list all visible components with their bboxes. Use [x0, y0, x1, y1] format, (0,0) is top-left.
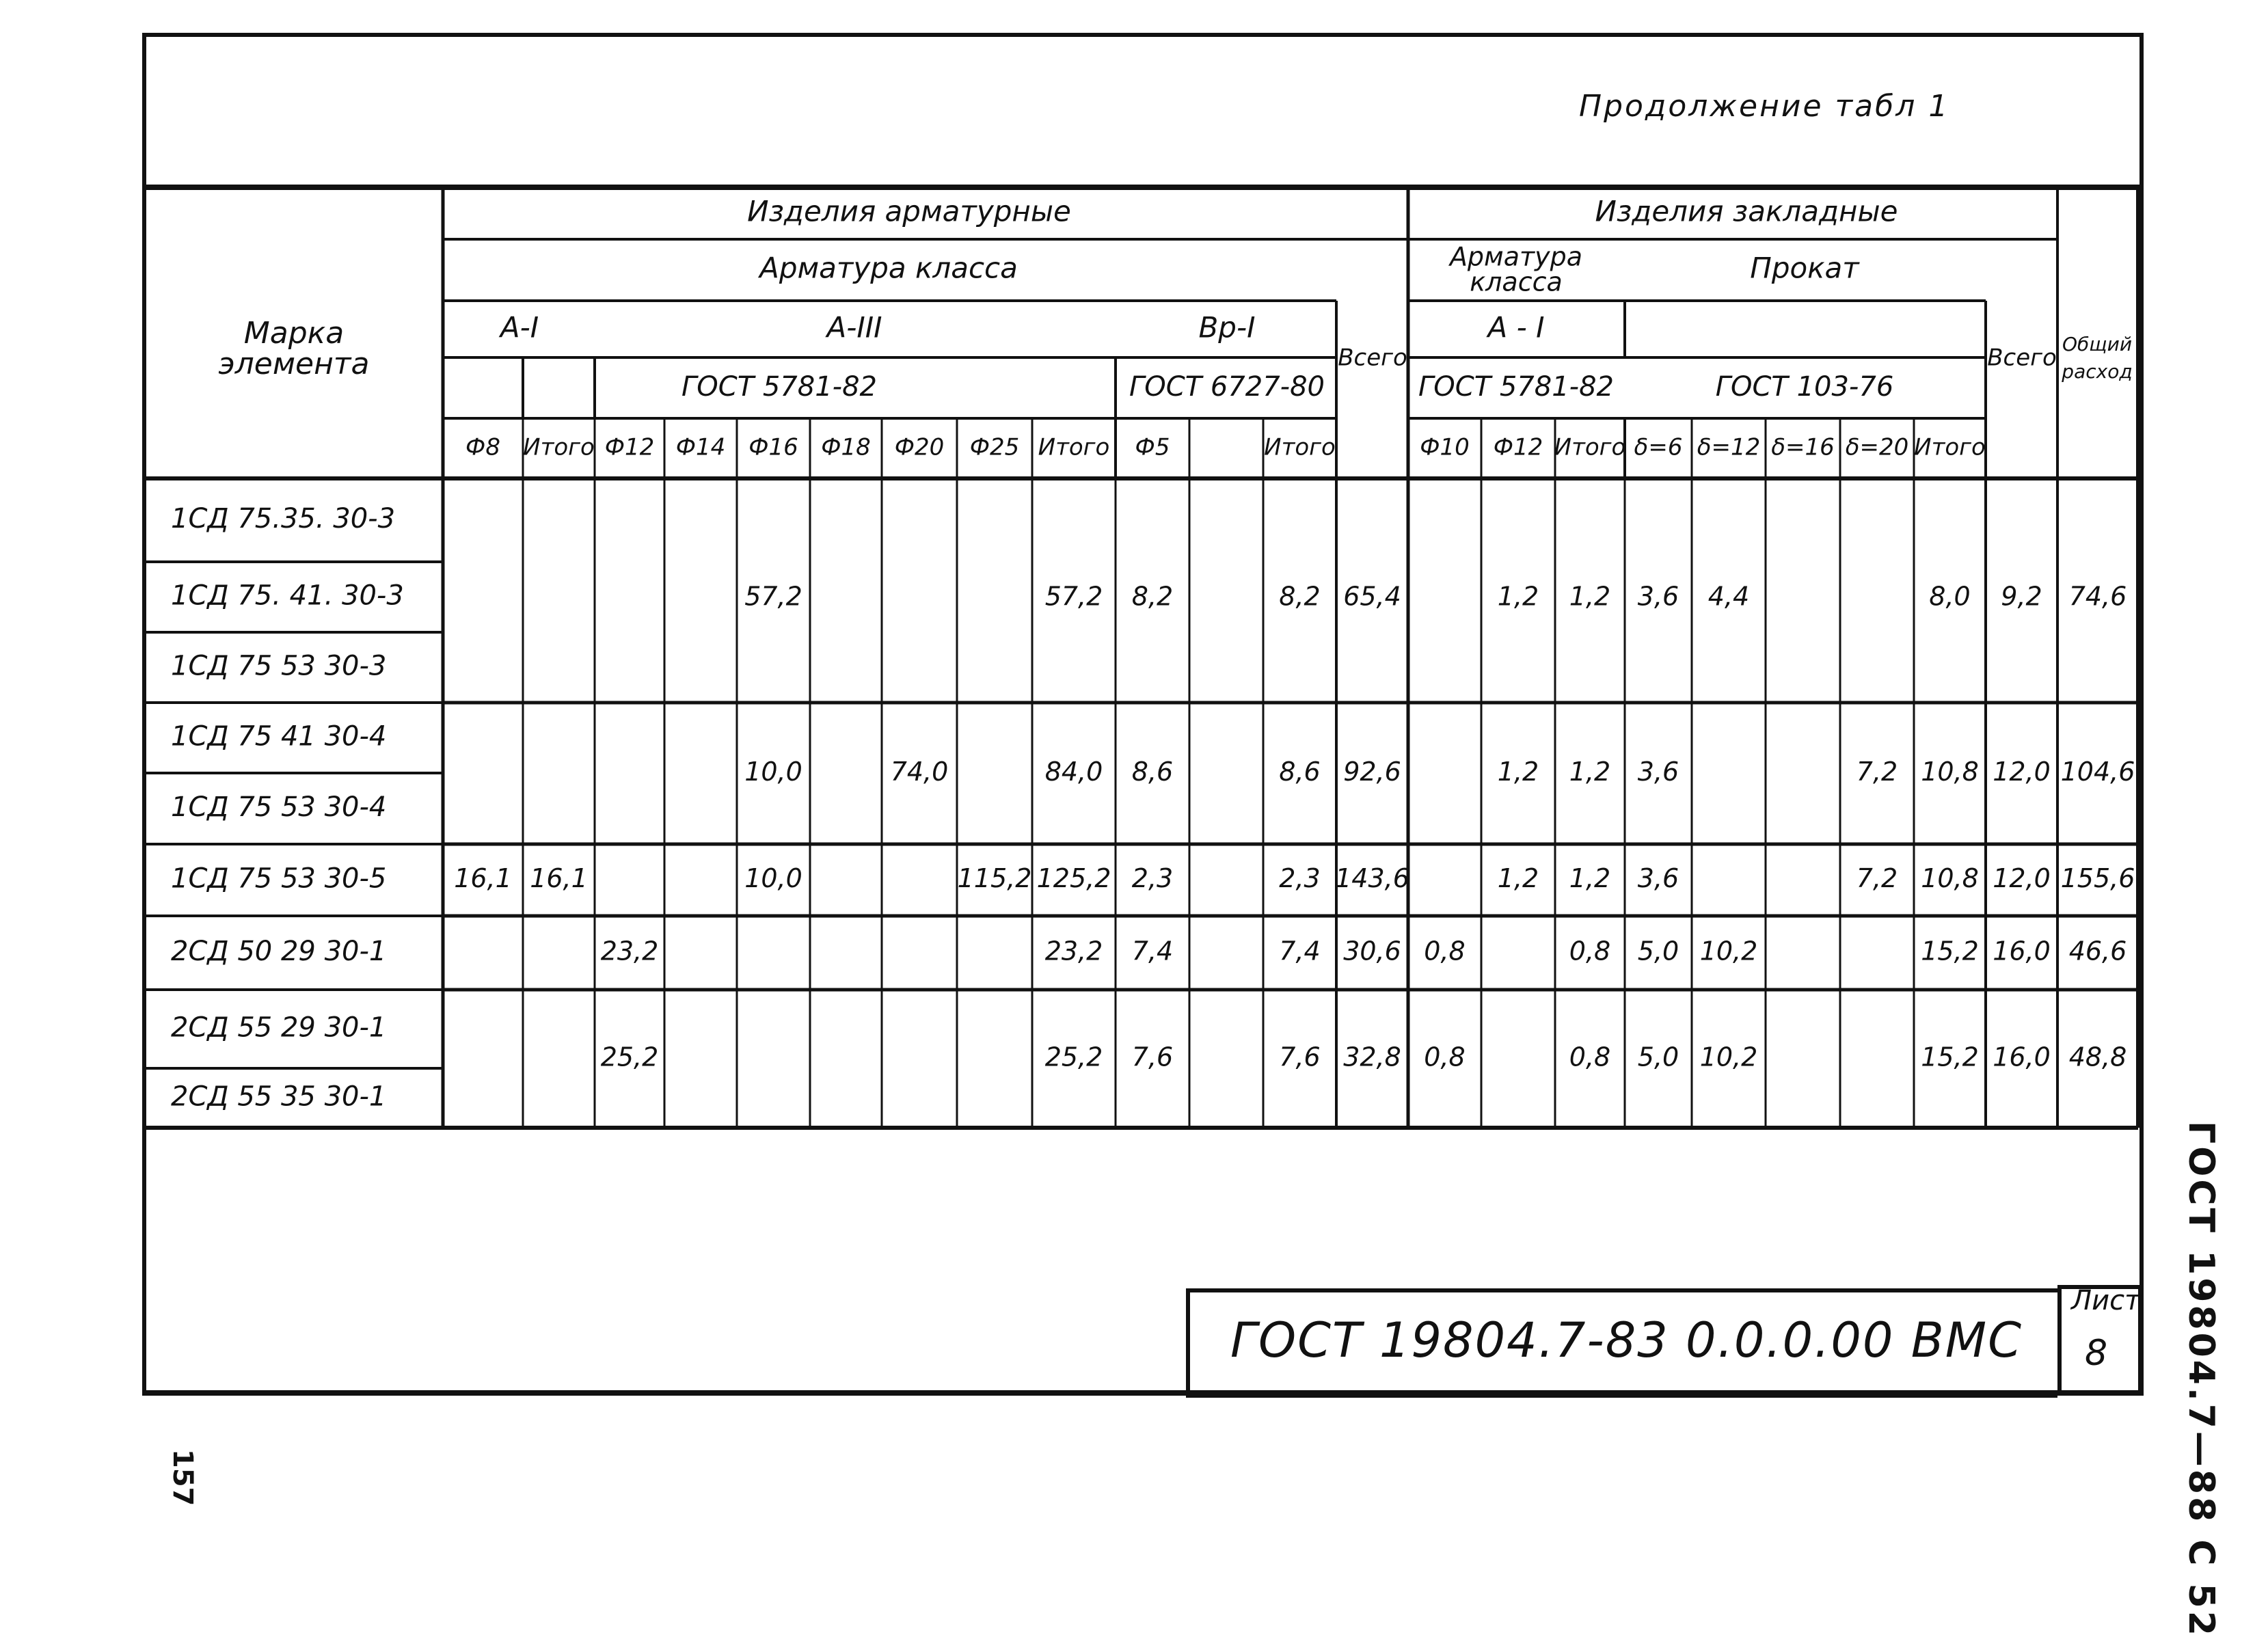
element-mark: 1СД 75 41 30-4 [171, 720, 387, 753]
col-header: Ф14 [675, 433, 726, 461]
continuation-label: Продолжение табл 1 [1579, 89, 1950, 124]
data-cell: 10,8 [1921, 757, 1979, 787]
document-code: ГОСТ 19804.7-83 0.0.0.00 ВМС [1230, 1312, 2023, 1368]
data-cell: 7,2 [1856, 757, 1898, 787]
data-cell: 10,0 [744, 757, 802, 787]
data-cell: 8,2 [1131, 581, 1174, 612]
element-mark: 1СД 75.35. 30-3 [171, 503, 396, 534]
data-cell: 0,8 [1569, 936, 1611, 966]
data-cell: 143,6 [1335, 863, 1409, 893]
data-cell: 1,2 [1497, 863, 1539, 893]
data-cell: 12,0 [1993, 863, 2051, 893]
data-cell: 2,3 [1279, 863, 1321, 893]
sheet-label: Лист [2071, 1285, 2141, 1316]
sheet-number: 8 [2085, 1333, 2108, 1374]
total-all-header-l2: расход [2062, 360, 2133, 383]
data-cell: 7,4 [1131, 936, 1174, 966]
data-cell: 1,2 [1569, 581, 1611, 612]
data-cell: 0,8 [1424, 1042, 1466, 1072]
class-a1-emb-header: А - I [1487, 310, 1545, 344]
col-header: Ф20 [894, 433, 945, 461]
armature-products-header: Изделия арматурные [747, 194, 1071, 228]
col-header: Итого [523, 433, 595, 461]
data-cell: 74,0 [890, 757, 949, 787]
data-cell: 8,6 [1279, 757, 1321, 787]
data-cell: 125,2 [1036, 863, 1111, 893]
embedded-armature-class-l2: класса [1470, 267, 1563, 297]
data-cell: 92,6 [1343, 757, 1401, 787]
gost-103-header: ГОСТ 103-76 [1715, 371, 1894, 403]
col-header: δ=16 [1771, 433, 1835, 461]
gost-6727-header: ГОСТ 6727-80 [1129, 371, 1325, 403]
data-cell: 46,6 [2068, 936, 2127, 966]
data-cell: 16,1 [530, 863, 588, 893]
data-cell: 1,2 [1497, 581, 1539, 612]
data-cell: 30,6 [1343, 936, 1401, 966]
rolled-header: Прокат [1750, 251, 1859, 285]
total-header: Всего [1338, 344, 1407, 372]
data-cell: 25,2 [600, 1042, 659, 1072]
element-mark: 2СД 55 35 30-1 [171, 1081, 387, 1113]
total-all-header-l1: Общий [2062, 333, 2133, 355]
class-vr1-header: Вр-I [1198, 310, 1256, 344]
col-header: δ=6 [1634, 433, 1683, 461]
element-mark: 1СД 75 53 30-4 [171, 791, 387, 823]
data-cell: 74,6 [2068, 581, 2127, 612]
col-header: δ=12 [1697, 433, 1761, 461]
data-cell: 3,6 [1637, 581, 1679, 612]
data-cell: 10,2 [1699, 1042, 1758, 1072]
embedded-products-header: Изделия закладные [1595, 194, 1898, 228]
embedded-armature-class-l1: Арматура [1449, 241, 1583, 272]
mark-header-l2: элемента [218, 347, 370, 381]
col-header: Ф10 [1420, 433, 1470, 461]
data-cell: 1,2 [1569, 863, 1611, 893]
col-header: Итого [1914, 433, 1986, 461]
data-cell: 7,2 [1856, 863, 1898, 893]
data-cell: 9,2 [2001, 581, 2042, 612]
data-cell: 115,2 [957, 863, 1032, 893]
data-cell: 8,2 [1279, 581, 1321, 612]
data-cell: 16,1 [454, 863, 512, 893]
data-cell: 25,2 [1044, 1042, 1103, 1072]
data-cell: 15,2 [1921, 1042, 1979, 1072]
mark-header-l1: Марка [243, 316, 345, 351]
col-header: Ф12 [604, 433, 655, 461]
data-cell: 10,8 [1921, 863, 1979, 893]
data-cell: 155,6 [2060, 863, 2135, 893]
data-cell: 10,2 [1699, 936, 1758, 966]
data-cell: 0,8 [1569, 1042, 1611, 1072]
class-a3-header: А-III [826, 310, 882, 344]
data-cell: 23,2 [600, 936, 659, 966]
data-cell: 48,8 [2068, 1042, 2127, 1072]
col-header: Ф16 [748, 433, 798, 461]
class-a1-header: А-I [500, 310, 539, 344]
data-cell: 23,2 [1044, 936, 1103, 966]
data-cell: 3,6 [1637, 757, 1679, 787]
col-header: Ф5 [1135, 433, 1170, 461]
element-mark: 1СД 75 53 30-3 [171, 650, 387, 682]
data-cell: 16,0 [1993, 1042, 2051, 1072]
data-cell: 8,6 [1131, 757, 1174, 787]
data-cell: 7,6 [1279, 1042, 1321, 1072]
data-cell: 10,0 [744, 863, 802, 893]
page-number: 157 [167, 1449, 198, 1506]
data-cell: 7,6 [1131, 1042, 1174, 1072]
data-cell: 32,8 [1343, 1042, 1401, 1072]
data-cell: 3,6 [1637, 863, 1679, 893]
total-embedded-header: Всего [1987, 344, 2057, 372]
element-mark: 2СД 50 29 30-1 [171, 936, 387, 967]
col-header: Ф8 [465, 433, 500, 461]
data-cell: 5,0 [1637, 1042, 1679, 1072]
armature-class-header: Арматура класса [759, 251, 1018, 285]
col-header: Ф12 [1493, 433, 1543, 461]
data-cell: 8,0 [1929, 581, 1971, 612]
data-cell: 12,0 [1993, 757, 2051, 787]
col-header: Ф18 [821, 433, 871, 461]
col-header: Итого [1554, 433, 1626, 461]
col-header: δ=20 [1845, 433, 1909, 461]
col-header: Итого [1264, 433, 1336, 461]
gost-5781-emb-header: ГОСТ 5781-82 [1418, 371, 1614, 403]
element-mark: 1СД 75 53 30-5 [171, 863, 387, 895]
data-cell: 1,2 [1497, 757, 1539, 787]
side-gost-label: ГОСТ 19804.7—88 С 52 [2181, 1121, 2222, 1639]
data-cell: 0,8 [1424, 936, 1466, 966]
data-cell: 16,0 [1993, 936, 2051, 966]
data-cell: 104,6 [2060, 757, 2135, 787]
data-cell: 7,4 [1279, 936, 1321, 966]
data-cell: 1,2 [1569, 757, 1611, 787]
data-cell: 65,4 [1343, 581, 1401, 612]
col-header: Ф25 [969, 433, 1020, 461]
col-header: Итого [1038, 433, 1110, 461]
data-cell: 4,4 [1707, 581, 1750, 612]
data-cell: 2,3 [1131, 863, 1174, 893]
element-mark: 2СД 55 29 30-1 [171, 1012, 387, 1044]
data-cell: 57,2 [744, 581, 802, 612]
element-mark: 1СД 75. 41. 30-3 [171, 580, 404, 612]
gost-5781-header: ГОСТ 5781-82 [681, 371, 877, 403]
data-cell: 84,0 [1044, 757, 1103, 787]
data-cell: 5,0 [1637, 936, 1679, 966]
data-cell: 57,2 [1044, 581, 1103, 612]
data-cell: 15,2 [1921, 936, 1979, 966]
